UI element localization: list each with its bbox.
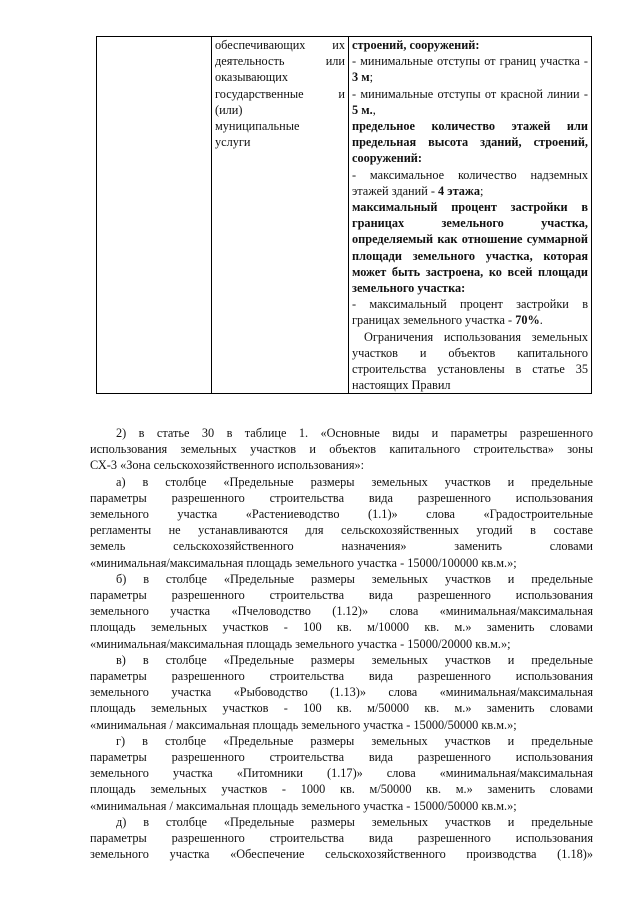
param-item: - максимальное количество надземных этажей зданий - 4 этажа; xyxy=(352,167,588,198)
table-cell-parameters xyxy=(349,37,592,394)
param-heading: максимальный процент застройки в границах земельного участка, определяемый как отношение суммарной площади земельного участка, которая может быть застроена, ко всей площади земельного участка: xyxy=(352,200,588,296)
use-type-line: государственные и xyxy=(215,86,345,101)
paragraph-d: д) в столбце «Предельные размеры земельных участков и предельные параметры разрешенного строительства вида разрешенного использования земельного участка «Обеспечение сельскохозяйственного производства (1.18)» xyxy=(90,814,593,862)
param-heading: предельное количество этажей или предельная высота зданий, строений, сооружений: xyxy=(352,119,588,166)
param-note: Ограничения использования земельных участков и объектов капитального строительства установлены в статье 35 настоящих Правил xyxy=(352,329,588,393)
table-cell-code xyxy=(97,37,212,394)
param-item: - минимальные отступы от границ участка - 3 м; xyxy=(352,54,588,85)
use-type-line: оказывающих xyxy=(215,70,289,85)
paragraph-v: в) в столбце «Предельные размеры земельных участков и предельные параметры разрешенного строительства вида разрешенного использования земельного участка «Рыбоводство (1.13)» слова «минимальная/максимальная площадь земельных участков - 100 кв. м/50000 кв. м.» заменить словами «минимальная / максимальная площадь земельного участка - 15000/50000 кв.м.»; xyxy=(90,652,593,732)
use-type-line: деятельность или xyxy=(215,54,345,69)
amendments-text xyxy=(90,425,593,862)
zoning-rules-table xyxy=(96,36,592,394)
use-type-line: обеспечивающих их xyxy=(215,38,345,52)
param-heading: строений, сооружений: xyxy=(352,38,480,52)
paragraph-b: б) в столбце «Предельные размеры земельных участков и предельные параметры разрешенного строительства вида разрешенного использования земельного участка «Пчеловодство (1.12)» слова «минимальная/максимальная площадь земельных участков - 100 кв. м/10000 кв. м.» заменить словами «минимальная/максимальная площадь земельного участка - 15000/20000 кв.м.»; xyxy=(90,571,593,651)
table-row xyxy=(97,37,592,394)
paragraph-2: 2) в статье 30 в таблице 1. «Основные виды и параметры разрешенного использования земельных участков и объектов капитального строительства» зоны СХ-3 «Зона сельскохозяйственного использования»: xyxy=(90,426,593,473)
use-type-line: услуги xyxy=(215,135,251,150)
param-item: - максимальный процент застройки в границах земельного участка - 70%. xyxy=(352,297,588,328)
use-type-line: (или) xyxy=(215,102,243,117)
param-item: - минимальные отступы от красной линии - 5 м., xyxy=(352,86,588,117)
table-cell-use-type xyxy=(212,37,349,394)
paragraph-a: а) в столбце «Предельные размеры земельных участков и предельные параметры разрешенного строительства вида разрешенного использования земельного участка «Растениеводство (1.1)» слова «Градостроительные регламенты не устанавливаются для сельскохозяйственных угодий в составе земель сельскохозяйственного назначения» заменить словами «минимальная/максимальная площадь земельного участка - 15000/100000 кв.м.»; xyxy=(90,474,593,570)
use-type-line: муниципальные xyxy=(215,119,300,134)
paragraph-g: г) в столбце «Предельные размеры земельных участков и предельные параметры разрешенного строительства вида разрешенного использования земельного участка «Питомники (1.17)» слова «минимальная/максимальная площадь земельных участков - 1000 кв. м/50000 кв. м.» заменить словами «минимальная / максимальная площадь земельного участка - 15000/50000 кв.м.»; xyxy=(90,733,593,813)
